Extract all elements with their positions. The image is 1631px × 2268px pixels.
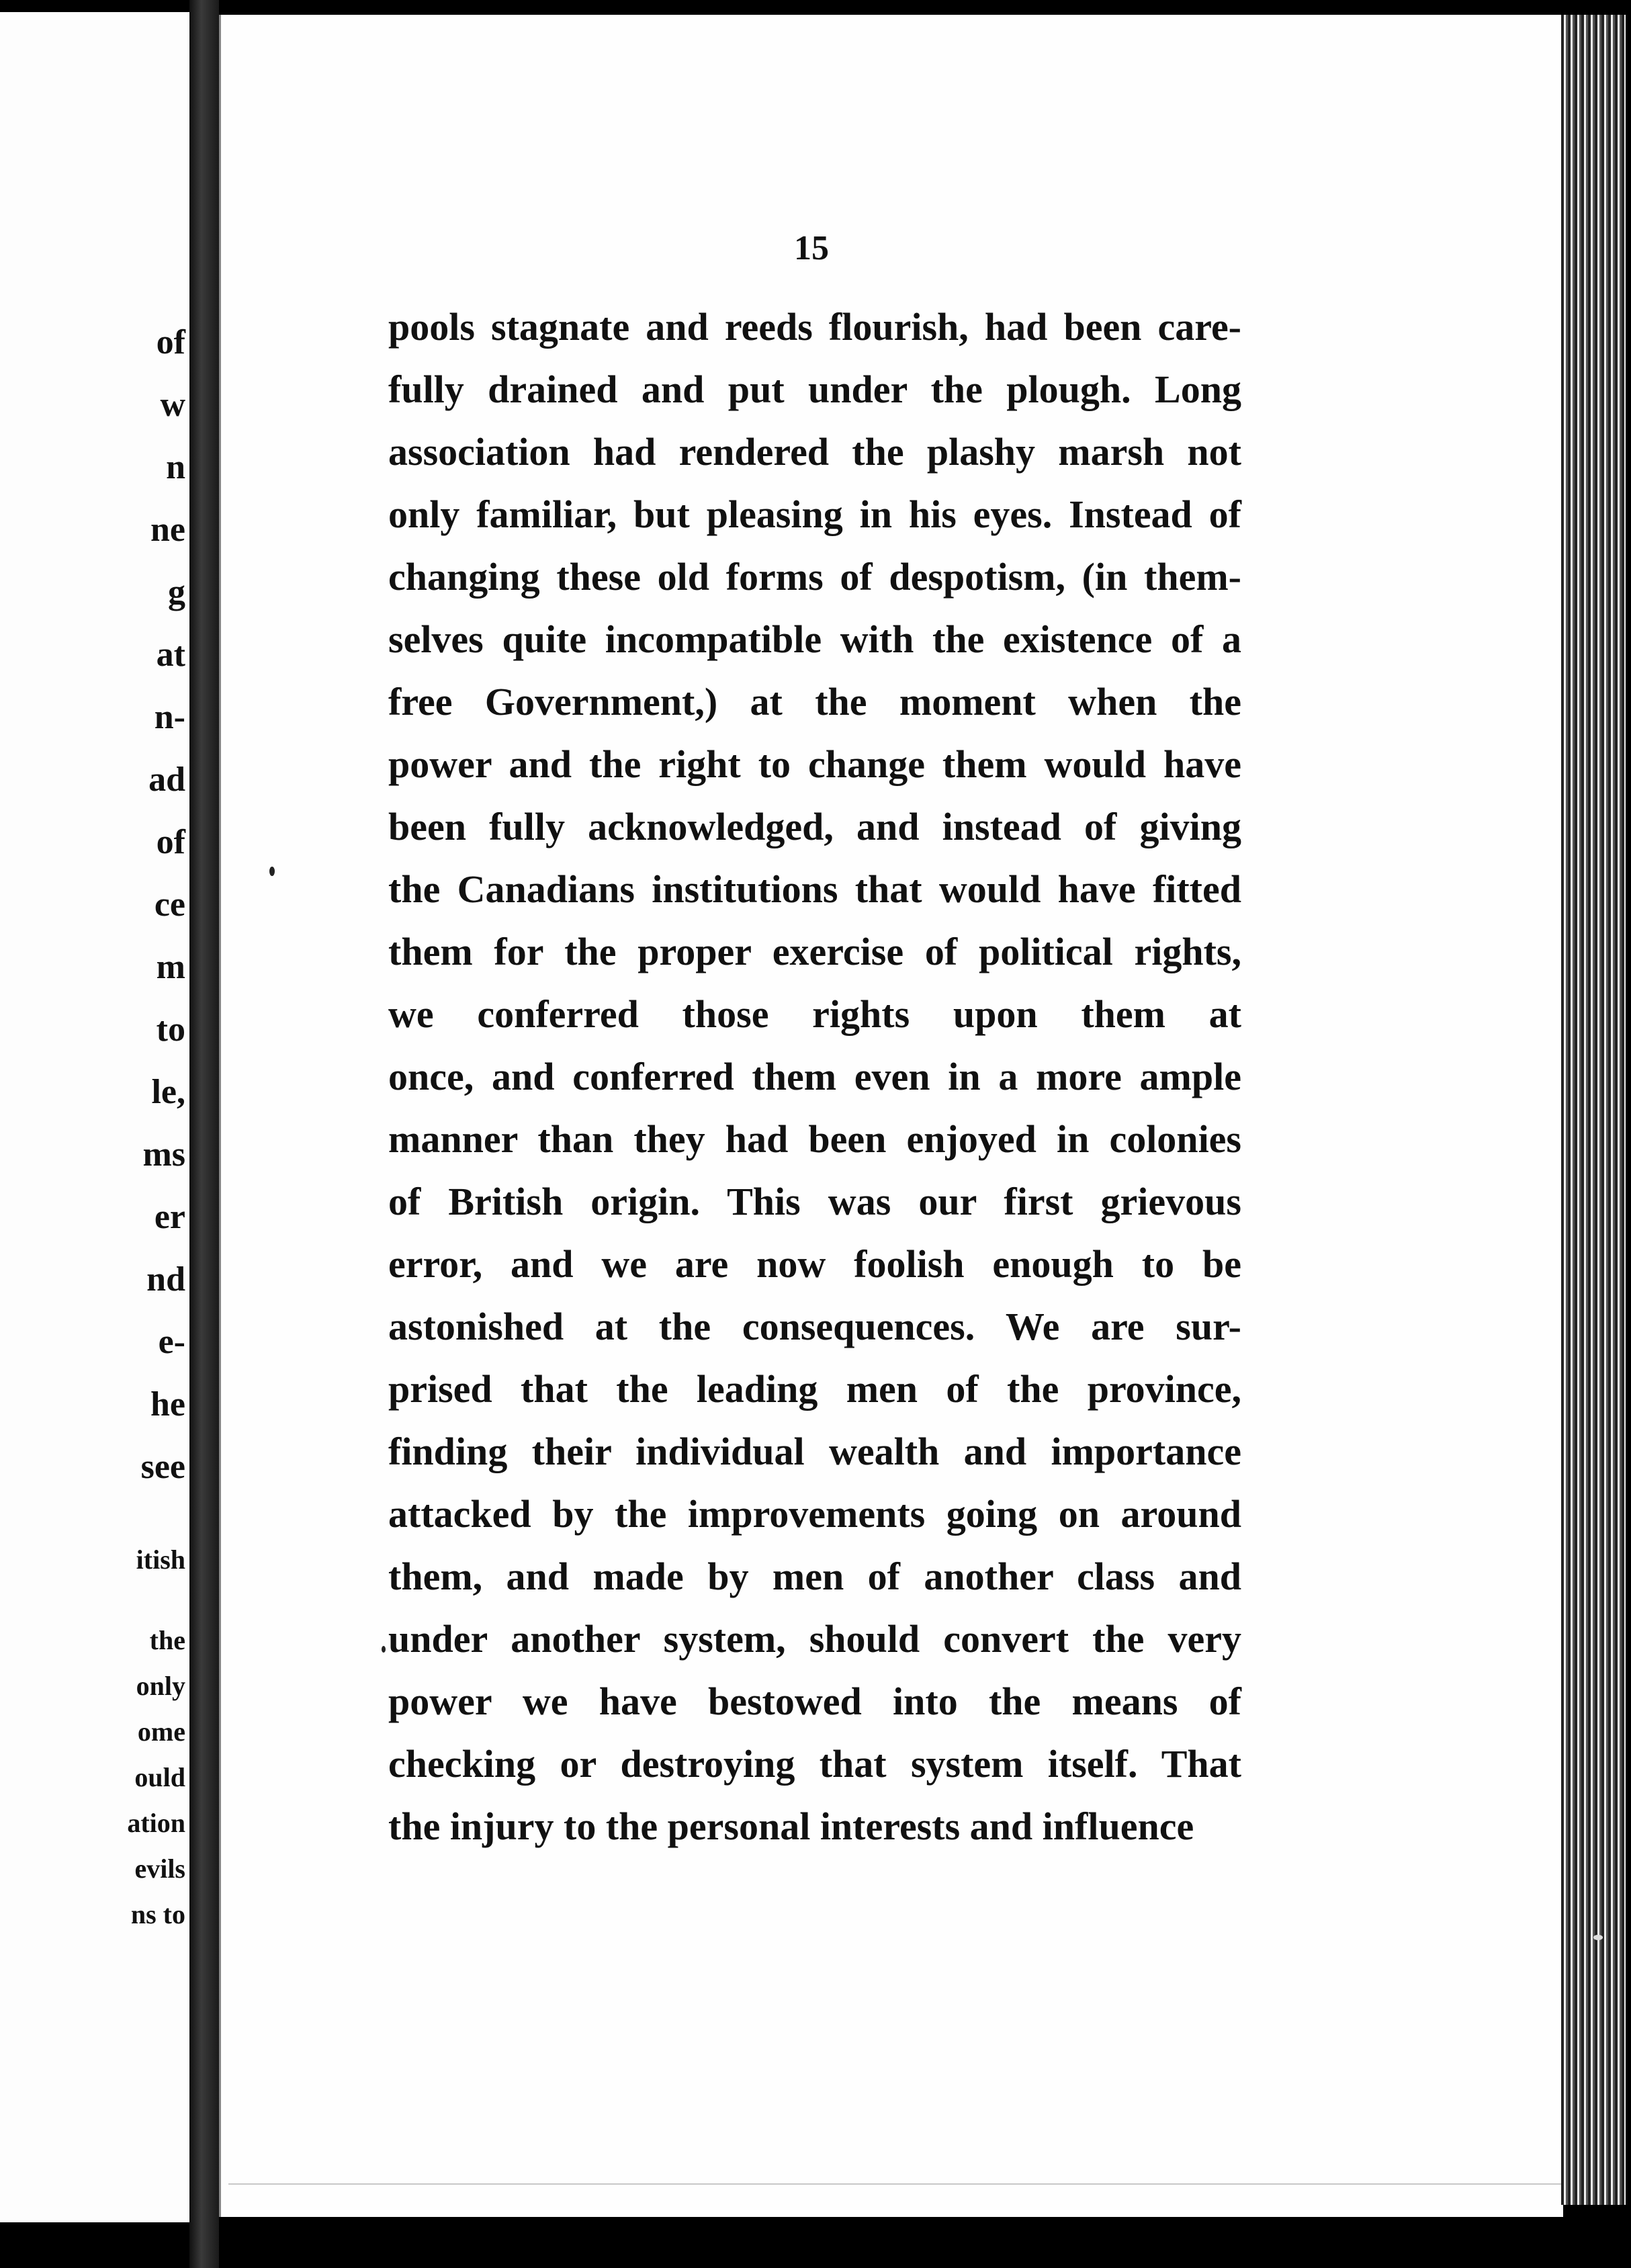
text-line: changing these old forms of despotism, (in them- [388,555,1241,599]
fragment-line: ad [148,760,185,799]
text-line: them for the proper exercise of political rights, [388,930,1241,973]
fragment-line: ce [154,885,185,924]
page-number: 15 [794,229,829,267]
fragment-line: n- [154,698,185,736]
text-line: astonished at the consequences. We are sur- [388,1305,1241,1348]
text-line: power and the right to change them would have [388,742,1241,786]
facing-page [0,12,189,2222]
fragment-line: he [150,1385,185,1424]
text-line: power we have bestowed into the means of [388,1680,1241,1723]
text-line: the Canadians institutions that would have fitted [388,867,1241,911]
fragment-line: ne [150,511,185,549]
text-line: manner than they had been enjoyed in colonies [388,1117,1241,1161]
text-line: of British origin. This was our first grievous [388,1180,1241,1223]
page-bottom-edge [228,2183,1561,2185]
fragment-line: w [160,386,185,424]
fragment-line: itish [136,1544,185,1575]
text-line: finding their individual wealth and importance [388,1430,1241,1473]
scan-speck [382,1646,386,1653]
fragment-line: m [156,948,185,986]
scan-speck [1593,1935,1603,1940]
fragment-line: n [166,448,185,486]
text-line: selves quite incompatible with the existence of a [388,617,1241,661]
text-line: only familiar, but pleasing in his eyes. Instead of [388,492,1241,536]
text-line: once, and conferred them even in a more ample [388,1055,1241,1098]
page-edges [1561,15,1626,2205]
text-line: them, and made by men of another class and [388,1555,1241,1598]
text-line: been fully acknowledged, and instead of giving [388,805,1241,848]
fragment-line: e- [158,1323,185,1361]
fragment-line: of [156,823,185,861]
text-line: the injury to the personal interests and influence [388,1804,1194,1848]
fragment-line: ms [142,1135,185,1174]
fragment-line: ome [137,1716,185,1747]
body-text [388,296,1241,1858]
fragment-line: to [156,1010,185,1049]
text-line: error, and we are now foolish enough to be [388,1242,1241,1286]
text-line: fully drained and put under the plough. Long [388,367,1241,411]
fragment-line: evils [134,1853,185,1884]
text-line: association had rendered the plashy marsh not [388,430,1241,474]
fragment-line: of [156,323,185,361]
text-line: under another system, should convert the very [388,1617,1241,1661]
fragment-line: er [154,1198,185,1236]
text-line: free Government,) at the moment when the [388,680,1241,724]
fragment-line: g [168,573,185,611]
text-line: prised that the leading men of the province, [388,1367,1241,1411]
text-line: we conferred those rights upon them at [388,992,1241,1036]
fragment-line: ould [134,1762,185,1792]
fragment-line: the [149,1625,185,1655]
text-line: pools stagnate and reeds flourish, had been care- [388,305,1241,349]
book-gutter [189,0,219,2268]
text-line: attacked by the improvements going on around [388,1492,1241,1536]
fragment-line: ation [127,1808,185,1838]
fragment-line: ns to [130,1899,185,1929]
fragment-line: see [140,1448,185,1486]
scan-speck [269,867,275,876]
fragment-line: nd [146,1260,185,1299]
fragment-line: only [136,1671,185,1701]
text-line: checking or destroying that system itself. That [388,1742,1241,1786]
fragment-line: at [156,636,185,674]
fragment-line: le, [151,1073,185,1111]
